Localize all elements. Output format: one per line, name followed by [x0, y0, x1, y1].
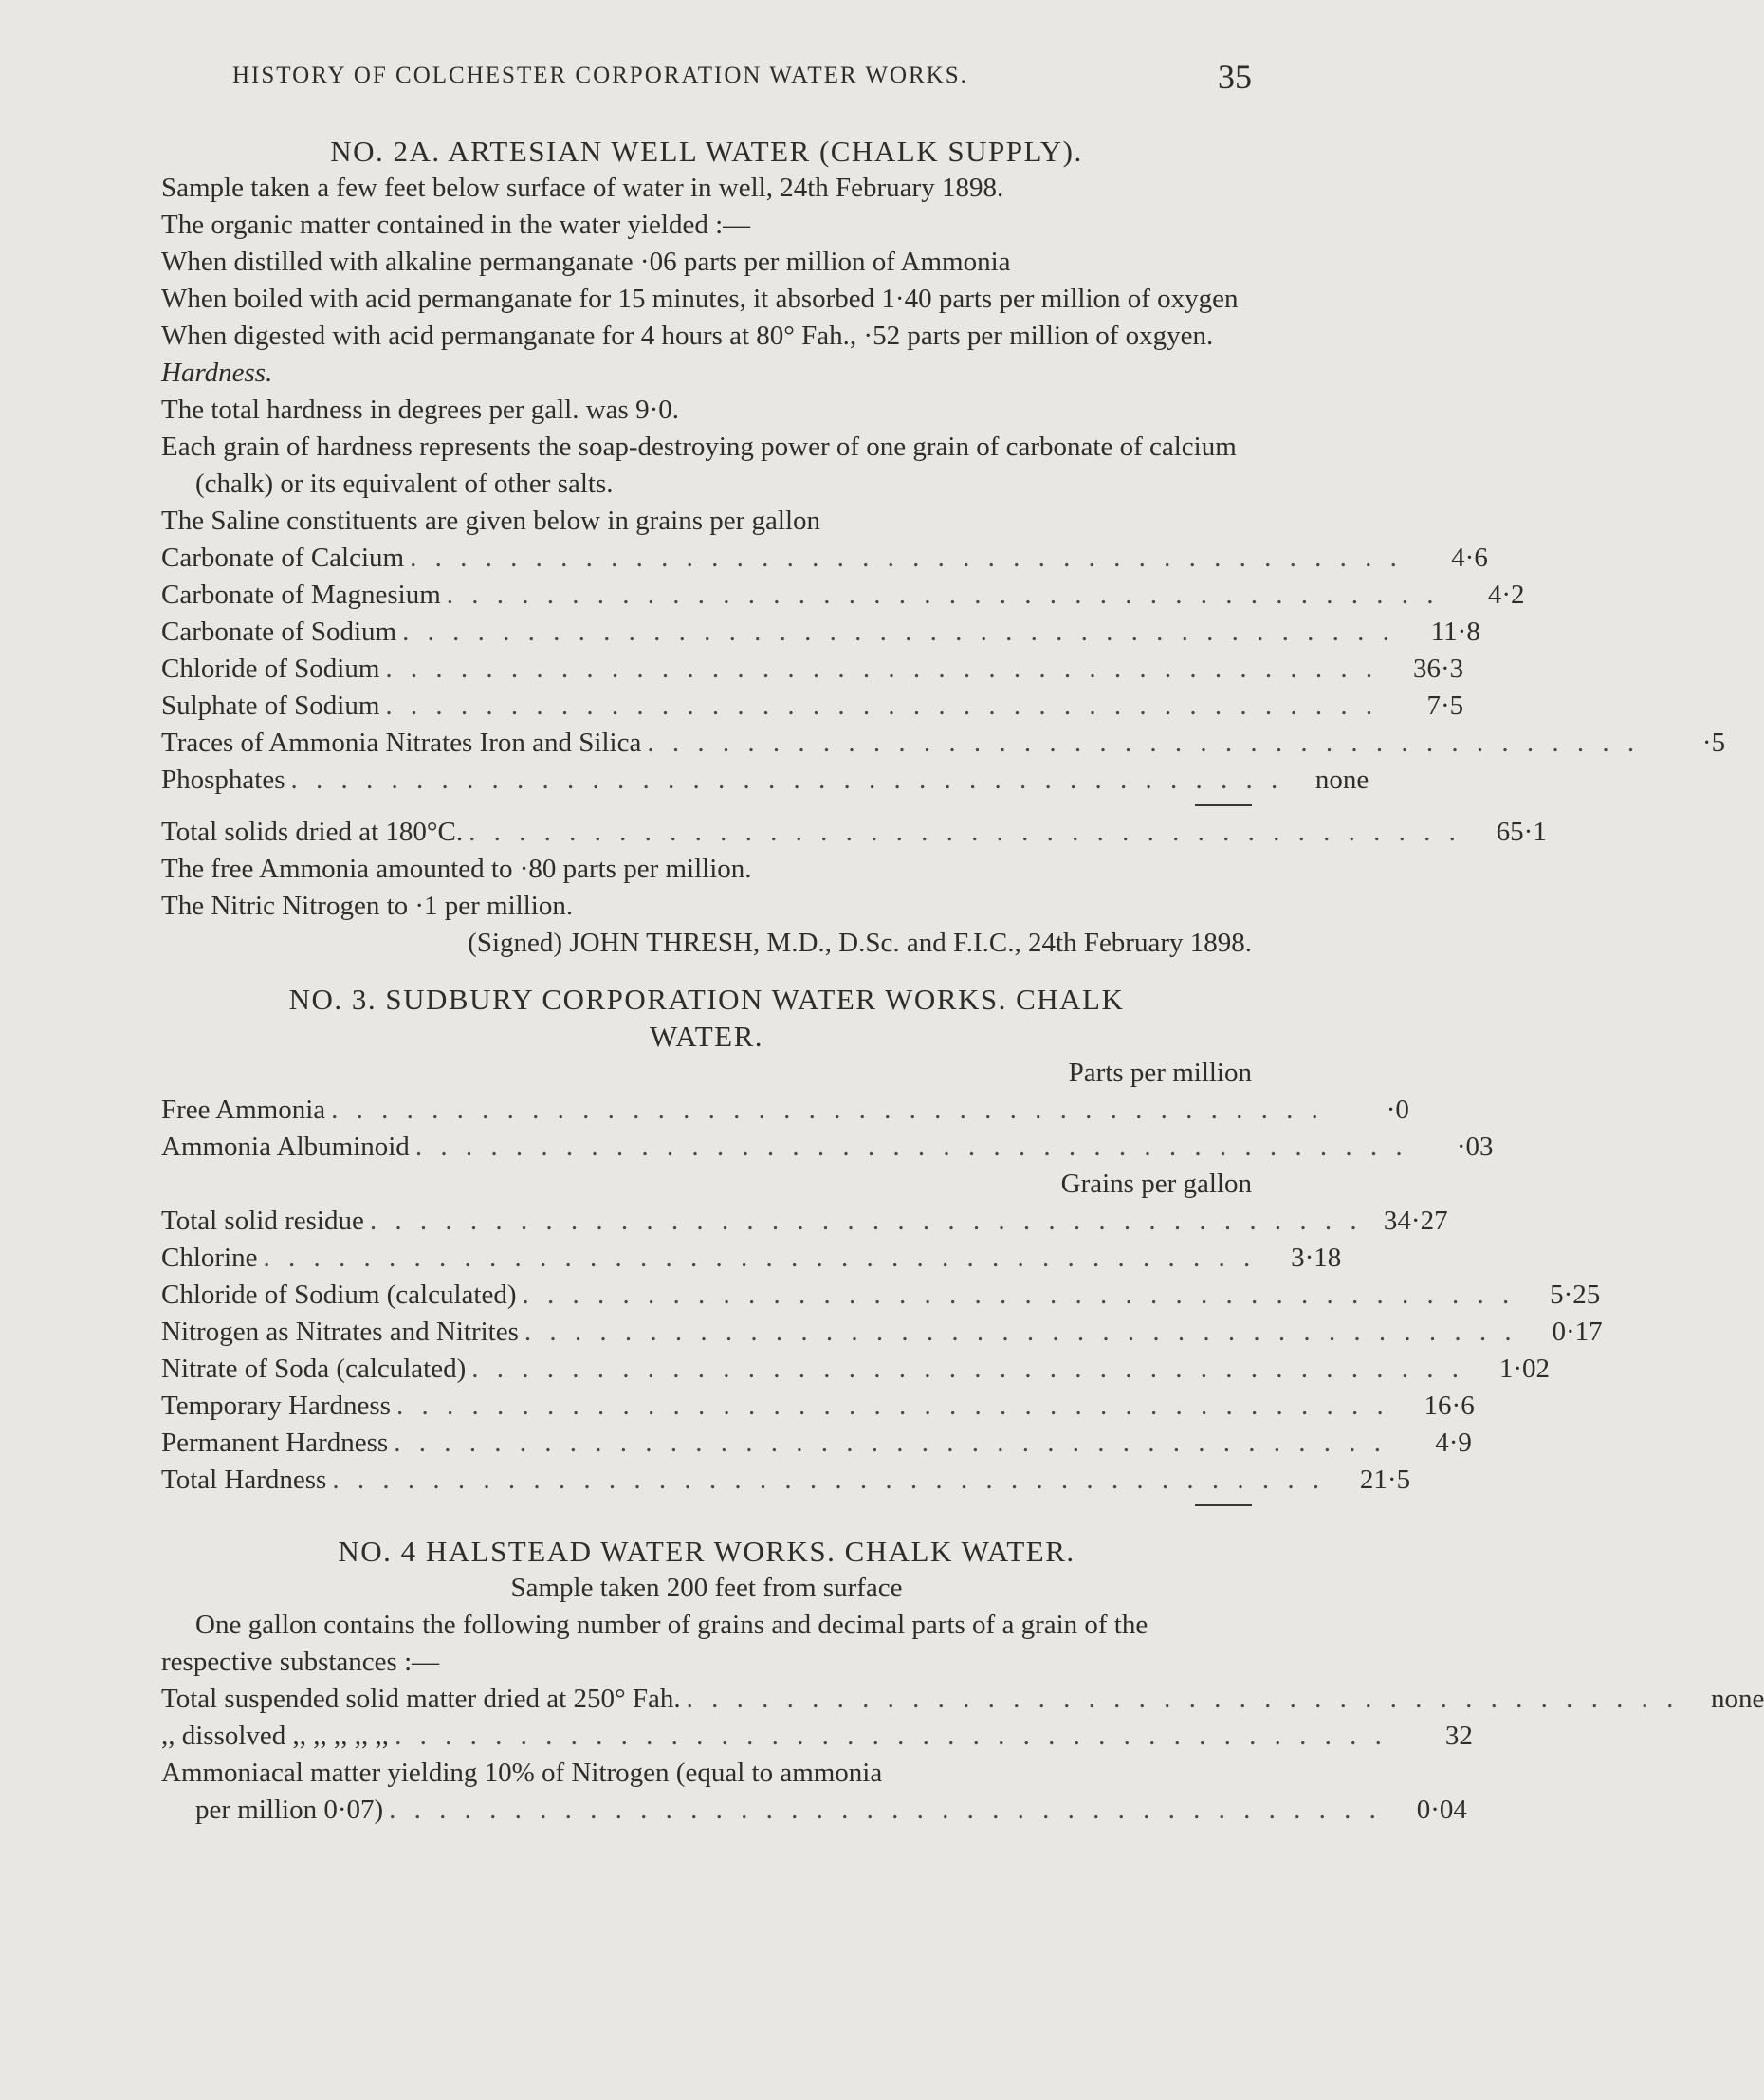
sum-rule: [1195, 1504, 1252, 1506]
section-4-heading: NO. 4 HALSTEAD WATER WORKS. CHALK WATER.: [338, 1535, 1075, 1568]
table-row: Free Ammonia . . . . . . . . . . . . . . . . . . . . . . . . . . . . . . . . . . . . . . . . ·0: [161, 1095, 1409, 1125]
signature: (Signed) JOHN THRESH, M.D., D.Sc. and F.I.C., 24th February 1898.: [468, 928, 1252, 958]
table-row: Temporary Hardness . . . . . . . . . . . . . . . . . . . . . . . . . . . . . . . . . . . . . . . . 16·6: [161, 1391, 1475, 1421]
total-row: Total solids dried at 180°C. . . . . . . . . . . . . . . . . . . . . . . . . . . . . . . . . . . . . . . . . 65·1: [161, 817, 1547, 847]
section-3-heading-line1: NO. 3. SUDBURY CORPORATION WATER WORKS. CHALK: [288, 983, 1125, 1016]
table-row: Chloride of Sodium . . . . . . . . . . . . . . . . . . . . . . . . . . . . . . . . . . . . . . . . 36·3: [161, 654, 1464, 684]
table-row: Chloride of Sodium (calculated) . . . . . . . . . . . . . . . . . . . . . . . . . . . . . . . . . . . . . . . . 5·25: [161, 1280, 1601, 1310]
hardness-total: The total hardness in degrees per gall. was 9·0.: [161, 395, 679, 425]
running-head: [232, 58, 1252, 96]
sum-rule: [1195, 804, 1252, 806]
table-row: Ammonia Albuminoid . . . . . . . . . . . . . . . . . . . . . . . . . . . . . . . . . . . . . . . . ·03: [161, 1132, 1494, 1162]
section-4-subheading: Sample taken 200 feet from surface: [510, 1573, 903, 1603]
table-row: Total Hardness . . . . . . . . . . . . . . . . . . . . . . . . . . . . . . . . . . . . . . . . 21·5: [161, 1464, 1411, 1495]
section-3-heading-line2: WATER.: [649, 1020, 764, 1053]
organic-digested: When digested with acid permanganate for 4 hours at 80° Fah., ·52 parts per million of oxgyen.: [161, 321, 1214, 351]
table-row: Total suspended solid matter dried at 250° Fah. . . . . . . . . . . . . . . . . . . . . . . . . . . . . . . . . . . . . . . . . none: [161, 1684, 1764, 1714]
table-row: Total solid residue . . . . . . . . . . . . . . . . . . . . . . . . . . . . . . . . . . . . . . . . 34·27: [161, 1206, 1448, 1236]
table-row: Nitrate of Soda (calculated) . . . . . . . . . . . . . . . . . . . . . . . . . . . . . . . . . . . . . . . . 1·02: [161, 1354, 1551, 1384]
running-head-title: HISTORY OF COLCHESTER CORPORATION WATER WORKS.: [232, 63, 968, 88]
table-row: ,, dissolved ,, ,, ,, ,, ,, . . . . . . . . . . . . . . . . . . . . . . . . . . . . . . . . . . . . . . . . 32: [161, 1721, 1473, 1751]
saline-intro: The Saline constituents are given below in grains per gallon: [161, 506, 821, 536]
sample-line: Sample taken a few feet below surface of water in well, 24th February 1898.: [161, 173, 1004, 203]
table-row: Permanent Hardness . . . . . . . . . . . . . . . . . . . . . . . . . . . . . . . . . . . . . . . . 4·9: [161, 1428, 1472, 1458]
ammoniacal-line: Ammoniacal matter yielding 10% of Nitrogen (equal to ammonia: [161, 1758, 883, 1788]
free-ammonia-line: The free Ammonia amounted to ·80 parts per million.: [161, 854, 752, 884]
table-row: Carbonate of Magnesium . . . . . . . . . . . . . . . . . . . . . . . . . . . . . . . . . . . . . . . . 4·2: [161, 580, 1525, 610]
section-4-intro: One gallon contains the following number of grains and decimal parts of a grain of the respective substances :—: [161, 1610, 1148, 1677]
organic-boiled: When boiled with acid permanganate for 15 minutes, it absorbed 1·40 parts per million of oxygen: [161, 284, 1239, 314]
saline-table: [161, 540, 1726, 851]
table-row: Nitrogen as Nitrates and Nitrites . . . . . . . . . . . . . . . . . . . . . . . . . . . . . . . . . . . . . . . . 0·17: [161, 1317, 1603, 1347]
table-row: Carbonate of Calcium . . . . . . . . . . . . . . . . . . . . . . . . . . . . . . . . . . . . . . . . 4·6: [161, 543, 1488, 573]
organic-intro: The organic matter contained in the water yielded :—: [161, 210, 751, 240]
table-row: per million 0·07) . . . . . . . . . . . . . . . . . . . . . . . . . . . . . . . . . . . . . . . . 0·04: [195, 1795, 1467, 1825]
unit-ppm: Parts per million: [1068, 1058, 1252, 1088]
table-row: Chlorine . . . . . . . . . . . . . . . . . . . . . . . . . . . . . . . . . . . . . . . . 3·18: [161, 1243, 1342, 1273]
hardness-explanation: Each grain of hardness represents the soap-destroying power of one grain of carbonate of calcium (chalk) or its equivalent of other salts.: [161, 432, 1237, 499]
table-row: Traces of Ammonia Nitrates Iron and Silica . . . . . . . . . . . . . . . . . . . . . . . . . . . . . . . . . . . . . . . . ·5: [161, 728, 1726, 758]
organic-distilled: When distilled with alkaline permanganate ·06 parts per million of Ammonia: [161, 247, 1011, 277]
table-row: Phosphates . . . . . . . . . . . . . . . . . . . . . . . . . . . . . . . . . . . . . . . . none: [161, 764, 1369, 795]
hardness-title: Hardness.: [161, 358, 273, 388]
page-content: [161, 133, 1764, 1829]
section-2a-heading: NO. 2A. ARTESIAN WELL WATER (CHALK SUPPLY).: [330, 135, 1083, 168]
unit-gpg: Grains per gallon: [1060, 1169, 1252, 1199]
table-row: Sulphate of Sodium . . . . . . . . . . . . . . . . . . . . . . . . . . . . . . . . . . . . . . . . 7·5: [161, 691, 1464, 721]
page-number: 35: [1218, 58, 1252, 96]
nitric-nitrogen-line: The Nitric Nitrogen to ·1 per million.: [161, 891, 574, 921]
table-row: Carbonate of Sodium . . . . . . . . . . . . . . . . . . . . . . . . . . . . . . . . . . . . . . . . 11·8: [161, 617, 1480, 647]
